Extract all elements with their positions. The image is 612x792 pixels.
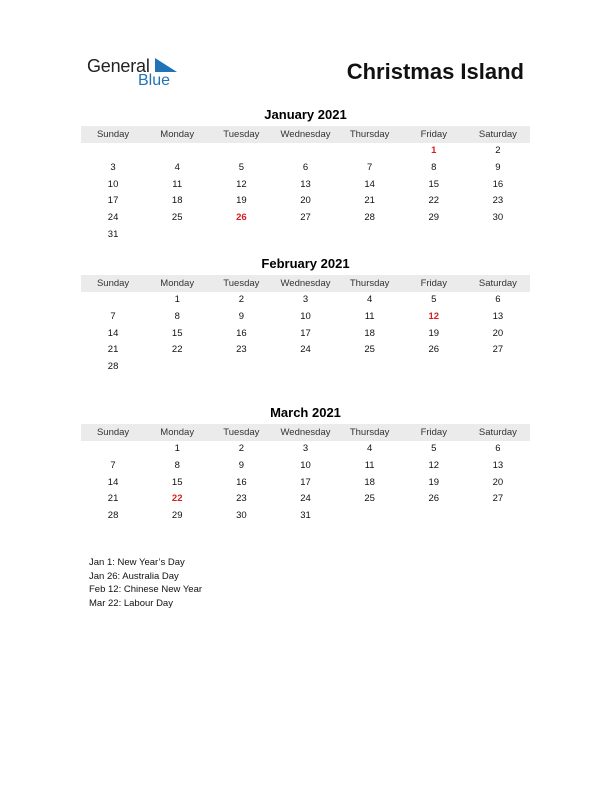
day-cell: 6 xyxy=(495,294,501,305)
day-cell xyxy=(209,227,273,244)
weekday-label: Sunday xyxy=(96,129,130,140)
day-cell: 23 xyxy=(236,493,247,505)
day-cell: 17 xyxy=(300,327,311,339)
holiday-note: Jan 1: New Year’s Day xyxy=(89,557,185,568)
day-cell: 18 xyxy=(364,476,375,488)
day-cell xyxy=(273,227,337,244)
day-cell xyxy=(466,227,530,244)
day-cell: 18 xyxy=(171,195,183,207)
month-title: February 2021 xyxy=(261,256,350,271)
day-cell: 23 xyxy=(492,195,504,207)
week-row xyxy=(81,309,530,326)
day-cell: 12 xyxy=(236,178,247,190)
holiday-note: Mar 22: Labour Day xyxy=(89,597,173,609)
day-cell: 10 xyxy=(300,310,311,322)
day-cell: 1 xyxy=(174,443,180,454)
day-cell: 11 xyxy=(172,178,183,190)
weekday-header-row xyxy=(81,126,530,143)
day-cell: 23 xyxy=(236,344,247,356)
week-row xyxy=(81,475,530,492)
day-cell: 28 xyxy=(107,510,119,522)
day-cell: 29 xyxy=(428,212,440,224)
day-cell: 25 xyxy=(364,344,375,356)
day-cell: 20 xyxy=(300,195,311,207)
logo-text-general: General xyxy=(87,56,150,76)
weekday-label: Sunday xyxy=(96,427,130,438)
day-cell: 20 xyxy=(492,327,504,339)
week-row xyxy=(81,210,530,227)
day-cell: 22 xyxy=(428,195,440,207)
day-cell xyxy=(273,359,337,376)
day-cell xyxy=(402,359,466,376)
day-cell xyxy=(209,359,273,376)
day-cell: 4 xyxy=(174,161,180,173)
day-cell: 19 xyxy=(428,476,440,488)
week-row xyxy=(81,193,530,210)
weekday-label: Saturday xyxy=(478,129,517,140)
day-cell: 5 xyxy=(431,443,437,454)
month-title: March 2021 xyxy=(270,405,341,420)
day-cell: 15 xyxy=(171,327,183,339)
holiday-notes xyxy=(89,556,202,610)
day-cell: 31 xyxy=(107,228,119,240)
week-row xyxy=(81,160,530,177)
day-cell: 14 xyxy=(107,476,119,488)
day-cell: 5 xyxy=(238,161,244,173)
day-cell xyxy=(466,359,530,376)
day-cell: 20 xyxy=(492,476,504,488)
day-cell: 10 xyxy=(107,178,119,190)
day-cell: 14 xyxy=(364,178,375,190)
holiday-note: Feb 12: Chinese New Year xyxy=(89,584,203,596)
day-cell: 16 xyxy=(492,178,504,190)
weekday-label: Friday xyxy=(420,427,447,438)
month-calendar xyxy=(81,256,530,376)
day-cell: 27 xyxy=(492,344,504,356)
day-cell: 24 xyxy=(300,493,311,505)
day-cell xyxy=(402,508,466,525)
day-cell xyxy=(81,441,145,458)
week-row xyxy=(81,359,530,376)
day-cell xyxy=(145,359,209,376)
day-cell: 7 xyxy=(366,161,373,173)
month-calendar xyxy=(81,405,530,525)
day-cell: 15 xyxy=(171,476,183,488)
day-cell: 26 xyxy=(428,344,440,356)
day-cell xyxy=(209,143,273,160)
day-cell: 11 xyxy=(364,459,375,471)
day-cell: 2 xyxy=(238,294,244,305)
weekday-label: Friday xyxy=(420,278,447,289)
day-cell: 16 xyxy=(236,476,247,488)
day-cell: 29 xyxy=(171,510,183,522)
day-cell xyxy=(338,143,402,160)
day-cell: 12 xyxy=(428,459,440,471)
generalblue-logo xyxy=(87,56,187,92)
day-cell: 14 xyxy=(107,327,119,339)
day-cell: 28 xyxy=(107,361,119,373)
day-cell: 7 xyxy=(110,459,116,471)
day-cell: 5 xyxy=(431,294,437,305)
day-cell: 16 xyxy=(236,327,247,339)
weekday-label: Sunday xyxy=(96,278,130,289)
day-cell: 7 xyxy=(110,310,116,322)
day-cell: 9 xyxy=(238,459,244,471)
weekday-label: Tuesday xyxy=(223,278,260,289)
day-cell: 18 xyxy=(364,327,375,339)
day-cell: 21 xyxy=(107,344,119,356)
day-cell: 13 xyxy=(300,178,311,190)
week-row xyxy=(81,143,530,160)
week-row xyxy=(81,458,530,475)
day-cell: 28 xyxy=(364,212,375,224)
holiday-day-cell: 22 xyxy=(171,493,183,505)
day-cell: 24 xyxy=(300,344,311,356)
weekday-label: Wednesday xyxy=(280,129,331,140)
week-row xyxy=(81,227,530,244)
weekday-label: Monday xyxy=(160,129,195,140)
day-cell: 6 xyxy=(495,443,501,454)
week-row xyxy=(81,177,530,194)
day-cell xyxy=(466,508,530,525)
day-cell: 8 xyxy=(431,161,437,173)
day-cell: 11 xyxy=(364,310,375,322)
day-cell: 21 xyxy=(364,195,375,207)
day-cell: 2 xyxy=(495,145,501,156)
day-cell: 10 xyxy=(300,459,311,471)
weekday-label: Monday xyxy=(160,427,195,438)
day-cell xyxy=(402,227,466,244)
week-row xyxy=(81,491,530,508)
day-cell: 31 xyxy=(300,510,311,522)
weekday-label: Saturday xyxy=(478,427,517,438)
week-row xyxy=(81,508,530,525)
holiday-note: Jan 26: Australia Day xyxy=(89,570,179,582)
day-cell: 25 xyxy=(171,212,183,224)
day-cell: 4 xyxy=(366,443,373,454)
day-cell: 13 xyxy=(492,459,504,471)
week-row xyxy=(81,326,530,343)
week-row xyxy=(81,292,530,309)
month-calendar xyxy=(81,107,530,244)
day-cell xyxy=(273,143,337,160)
logo-text-blue: Blue xyxy=(138,72,171,89)
day-cell: 3 xyxy=(302,443,309,454)
day-cell xyxy=(338,359,402,376)
day-cell xyxy=(145,143,209,160)
weekday-label: Thursday xyxy=(349,278,390,289)
day-cell: 22 xyxy=(171,344,183,356)
day-cell xyxy=(338,508,402,525)
weekday-label: Tuesday xyxy=(223,129,260,140)
day-cell xyxy=(81,292,145,309)
day-cell: 30 xyxy=(492,212,504,224)
weekday-label: Thursday xyxy=(349,427,390,438)
month-title: January 2021 xyxy=(264,107,347,122)
day-cell: 26 xyxy=(428,493,440,505)
day-cell: 2 xyxy=(238,443,244,454)
day-cell: 24 xyxy=(107,212,119,224)
day-cell: 19 xyxy=(236,195,247,207)
day-cell xyxy=(338,227,402,244)
weekday-label: Friday xyxy=(420,129,447,140)
day-cell: 8 xyxy=(174,310,180,322)
day-cell xyxy=(81,143,145,160)
day-cell: 17 xyxy=(107,195,119,207)
day-cell xyxy=(145,227,209,244)
day-cell: 17 xyxy=(300,476,311,488)
day-cell: 3 xyxy=(110,161,116,173)
weekday-header-row xyxy=(81,424,530,441)
day-cell: 9 xyxy=(495,161,501,173)
day-cell: 6 xyxy=(302,161,309,173)
day-cell: 8 xyxy=(174,459,180,471)
day-cell: 13 xyxy=(492,310,504,322)
week-row xyxy=(81,342,530,359)
holiday-day-cell: 26 xyxy=(236,212,247,224)
holiday-day-cell: 12 xyxy=(428,310,440,322)
day-cell: 15 xyxy=(428,178,440,190)
day-cell: 30 xyxy=(236,510,247,522)
weekday-label: Thursday xyxy=(349,129,390,140)
day-cell: 27 xyxy=(492,493,504,505)
day-cell: 3 xyxy=(302,294,309,305)
weekday-label: Tuesday xyxy=(223,427,260,438)
weekday-header-row xyxy=(81,275,530,292)
day-cell: 21 xyxy=(107,493,119,505)
weekday-label: Wednesday xyxy=(280,278,331,289)
page-title: Christmas Island xyxy=(346,59,524,84)
day-cell: 19 xyxy=(428,327,440,339)
day-cell: 27 xyxy=(300,212,311,224)
weekday-label: Saturday xyxy=(478,278,517,289)
weekday-label: Wednesday xyxy=(280,427,331,438)
day-cell: 4 xyxy=(366,294,373,305)
holiday-day-cell: 1 xyxy=(431,145,437,156)
week-row xyxy=(81,441,530,458)
day-cell: 1 xyxy=(174,294,180,305)
day-cell: 9 xyxy=(238,310,244,322)
weekday-label: Monday xyxy=(160,278,195,289)
day-cell: 25 xyxy=(364,493,375,505)
